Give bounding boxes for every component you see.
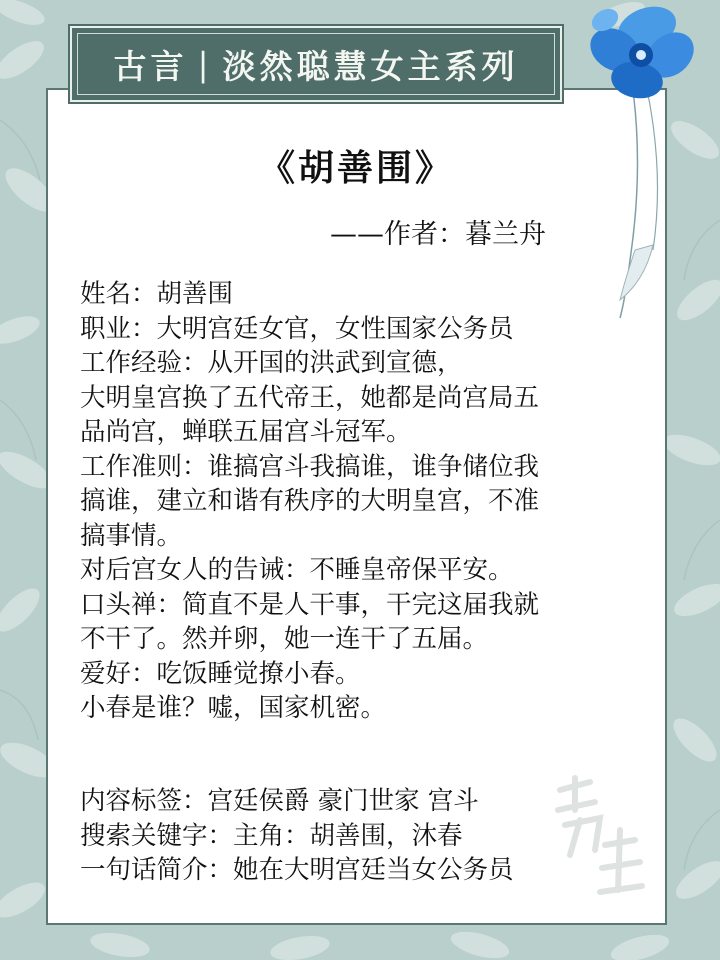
header-category: 古言 [113, 46, 188, 86]
profile-line: 对后宫女人的告诫：不睡皇帝保平安。 [80, 555, 514, 585]
profile-line: 搞谁，建立和谐有秩序的大明皇宫，不准 [80, 486, 540, 516]
profile-line: 姓名：胡善围 [80, 279, 234, 309]
watermark-stamp [540, 770, 650, 910]
profile-line: 搞事情。 [80, 520, 183, 551]
profile-line: 品尚宫，蝉联五届宫斗冠军。 [80, 417, 412, 447]
profile-line: 工作准则：谁搞宫斗我搞谁，谁争储位我 [80, 451, 540, 482]
profile-line: 口头禅：简直不是人干事，干完这届我就 [80, 589, 540, 620]
header-series: 淡然聪慧女主系列 [222, 46, 519, 86]
header-title [72, 28, 560, 100]
profile-line: 不干了。然并卵，她一连干了五届。 [80, 624, 489, 654]
profile-section [80, 277, 650, 726]
profile-line: 大明皇宫换了五代帝王，她都是尚宫局五 [80, 382, 540, 413]
tag-line: 一句话简介：她在大明宫廷当女公务员 [80, 855, 514, 885]
profile-line: 工作经验：从开国的洪武到宣德， [80, 348, 463, 378]
tag-line: 搜索关键字：主角：胡善围，沐春 [80, 820, 463, 851]
profile-line: 爱好：吃饭睡觉撩小春。 [80, 658, 361, 689]
tag-line: 内容标签：宫廷侯爵 豪门世家 宫斗 [80, 786, 479, 816]
header-separator: | [197, 44, 213, 84]
book-title: 《胡善围》 [258, 147, 454, 189]
header-banner [70, 26, 562, 102]
profile-line: 职业：大明宫廷女官，女性国家公务员 [80, 313, 514, 344]
profile-line: 小春是谁？嘘，国家机密。 [80, 693, 387, 723]
author-line: ——作者：暮兰舟 [330, 219, 546, 250]
